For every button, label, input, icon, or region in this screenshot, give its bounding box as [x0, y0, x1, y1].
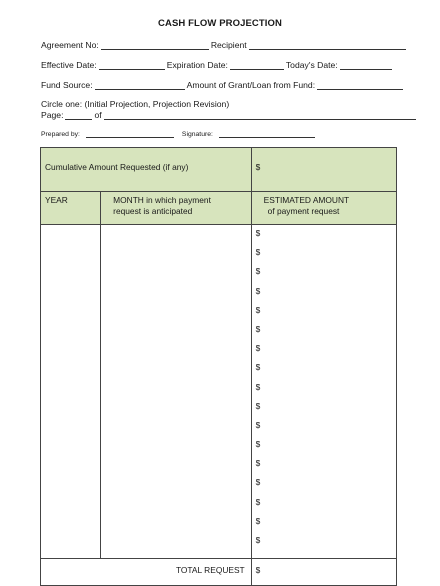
expiration-date-label: Expiration Date: — [166, 60, 228, 70]
todays-date-label: Today's Date: — [285, 60, 338, 70]
total-request-cell[interactable]: $ — [251, 559, 396, 586]
month-header — [101, 192, 252, 225]
circle-one-text: Circle one: (Initial Projection, Projection Revision) — [41, 99, 230, 109]
amount-entry[interactable]: $ — [255, 285, 261, 296]
total-request-label: TOTAL REQUEST — [41, 559, 252, 586]
page-total-field[interactable] — [104, 111, 416, 120]
fund-source-label: Fund Source: — [41, 80, 93, 90]
amount-entry[interactable]: $ — [255, 458, 261, 469]
amount-entry[interactable]: $ — [255, 400, 261, 411]
month-column-cell[interactable] — [101, 225, 252, 559]
amount-entry[interactable]: $ — [255, 381, 261, 392]
amount-entry[interactable]: $ — [255, 362, 261, 373]
expiration-date-field[interactable] — [230, 61, 284, 70]
entries-row — [41, 225, 397, 559]
year-header: YEAR — [41, 192, 101, 225]
projection-table — [40, 147, 397, 586]
amount-entry[interactable]: $ — [255, 439, 261, 450]
amount-header-line1: ESTIMATED AMOUNT — [263, 195, 350, 205]
recipient-field[interactable] — [249, 41, 406, 50]
amount-column-cell[interactable] — [251, 225, 396, 559]
amount-grant-label: Amount of Grant/Loan from Fund: — [186, 80, 316, 90]
amount-entry[interactable]: $ — [255, 266, 261, 277]
prepared-by-label: Prepared by: — [41, 131, 80, 138]
todays-date-field[interactable] — [340, 61, 392, 70]
amount-entry[interactable]: $ — [255, 477, 261, 488]
amount-entry[interactable]: $ — [255, 323, 261, 334]
effective-date-label: Effective Date: — [41, 60, 97, 70]
month-header-line1: MONTH in which payment — [113, 195, 211, 205]
month-header-line2: request is anticipated — [113, 206, 193, 216]
amount-entry[interactable]: $ — [255, 535, 261, 545]
cumulative-amount-cell[interactable]: $ — [251, 148, 396, 192]
circle-one-line — [41, 99, 229, 109]
amount-entries — [252, 225, 396, 554]
prepared-line — [41, 129, 317, 138]
amount-header — [251, 192, 396, 225]
signature-field[interactable] — [219, 129, 315, 138]
page-number-field[interactable] — [65, 111, 92, 120]
amount-entry[interactable]: $ — [255, 515, 261, 526]
amount-entry[interactable]: $ — [255, 343, 261, 354]
of-label: of — [94, 110, 102, 120]
page-label: Page: — [41, 110, 64, 120]
amount-entry[interactable]: $ — [255, 496, 261, 507]
agreement-line — [41, 40, 408, 50]
amount-entry[interactable]: $ — [255, 228, 261, 238]
recipient-label: Recipient — [210, 40, 247, 50]
prepared-by-field[interactable] — [86, 129, 174, 138]
amount-entry[interactable]: $ — [255, 304, 261, 315]
agreement-no-label: Agreement No: — [41, 40, 99, 50]
dates-line — [41, 60, 394, 70]
effective-date-field[interactable] — [99, 61, 165, 70]
amount-entry[interactable]: $ — [255, 419, 261, 430]
total-row — [41, 559, 397, 586]
fund-source-field[interactable] — [95, 81, 185, 90]
cumulative-label: Cumulative Amount Requested (if any) — [41, 148, 252, 192]
cumulative-row — [41, 148, 397, 192]
column-header-row — [41, 192, 397, 225]
amount-grant-field[interactable] — [317, 81, 403, 90]
page-line — [41, 110, 418, 120]
page-title: CASH FLOW PROJECTION — [158, 18, 282, 29]
fund-line — [41, 80, 405, 90]
signature-label: Signature: — [181, 131, 213, 138]
year-column-cell[interactable] — [41, 225, 101, 559]
amount-entry[interactable]: $ — [255, 247, 261, 258]
amount-header-line2: of payment request — [267, 206, 340, 216]
agreement-no-field[interactable] — [101, 41, 209, 50]
